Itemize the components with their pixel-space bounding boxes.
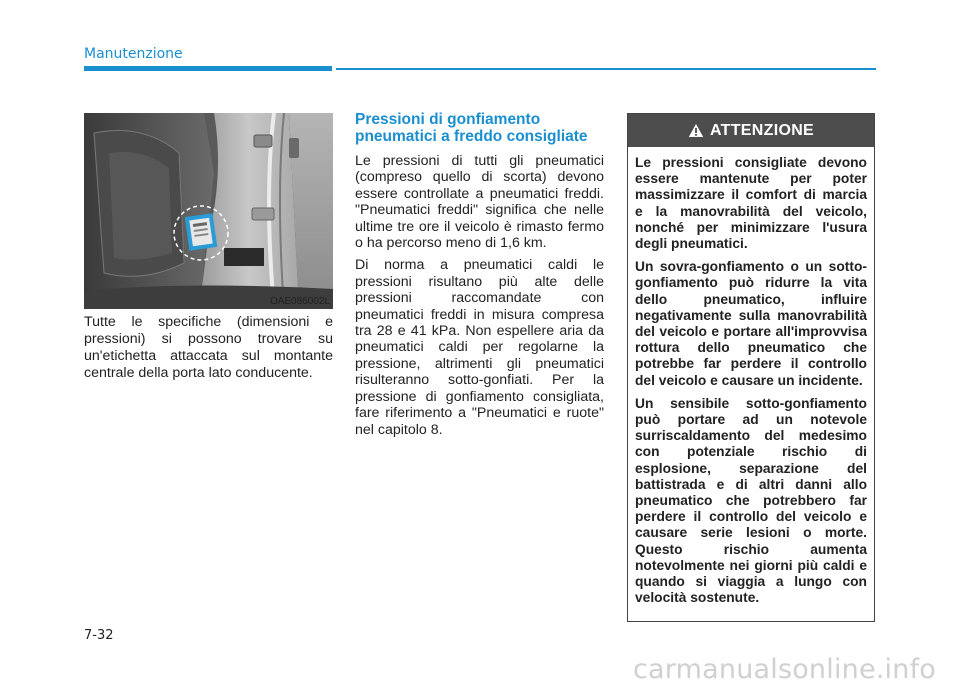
cold-pressure-section bbox=[355, 112, 604, 444]
warning-paragraph: Un sensibile sotto-gonfiamento può portare ad un notevole surriscaldamento del medesimo con potenziale rischio di esplosione, separazione del battistrada e di altri danni allo pneumatico che potrebbero far perdere il controllo del veicolo e causare serie lesioni o morte. Questo rischio aumenta notevolmente nei giorni più caldi e quando si viaggia a lungo con velocità sostenute. bbox=[635, 395, 867, 606]
header-divider-thick bbox=[84, 66, 332, 71]
warning-box bbox=[627, 113, 875, 622]
warning-body bbox=[628, 147, 874, 606]
page-number: 7-32 bbox=[84, 628, 114, 643]
paragraph: Di norma a pneumatici caldi le pressioni risultano più alte delle pressioni raccomandate con pneumatici freddi in misura compresa tra 28 e 41 kPa. Non espellere aria da pneumatici caldi per regolarne la pressione, altrimenti gli pneumatici risulteranno sotto-gonfiati. Per la pressione di gonfiamento consigliata, fare riferimento a "Pneumatici e ruote" nel capitolo 8. bbox=[355, 257, 604, 438]
door-pillar-illustration bbox=[84, 113, 333, 309]
watermark: carmanualsonline.info bbox=[633, 654, 936, 685]
paragraph: Le pressioni di tutti gli pneumatici (compreso quello di scorta) devono essere controllate a pneumatici freddi. "Pneumatici freddi" significa che nelle ultime tre ore il veicolo è rimasto fermo o ha percorso meno di 1,6 km. bbox=[355, 153, 604, 252]
warning-triangle-icon bbox=[688, 123, 704, 138]
header-divider-thin bbox=[336, 68, 876, 70]
figure-caption: OAE086002L bbox=[269, 296, 330, 307]
warning-paragraph: Le pressioni consigliate devono essere mantenute per poter massimizzare il comfort di marcia e la manovrabilità del veicolo, nonché per minimizzare l'usura degli pneumatici. bbox=[635, 155, 867, 252]
warning-title: ATTENZIONE bbox=[709, 121, 815, 139]
door-pillar-label-photo bbox=[84, 113, 333, 309]
section-title: Manutenzione bbox=[84, 46, 183, 62]
warning-paragraph: Un sovra-gonfiamento o un sotto-gonfiamento può ridurre la vita dello pneumatico, influire negativamente sulla manovrabilità del veicolo e portare all'improvvisa rottura dello pneumatico che potrebbe far perdere il controllo del veicolo e causare un incidente. bbox=[635, 259, 867, 388]
section-heading: Pressioni di gonfiamento pneumatici a freddo consigliate bbox=[355, 111, 588, 145]
label-location-text: Tutte le specifiche (dimensioni e pressioni) si possono trovare su un'etichetta attaccata sul montante centrale della porta lato conducente. bbox=[84, 314, 333, 381]
warning-header bbox=[628, 114, 874, 147]
